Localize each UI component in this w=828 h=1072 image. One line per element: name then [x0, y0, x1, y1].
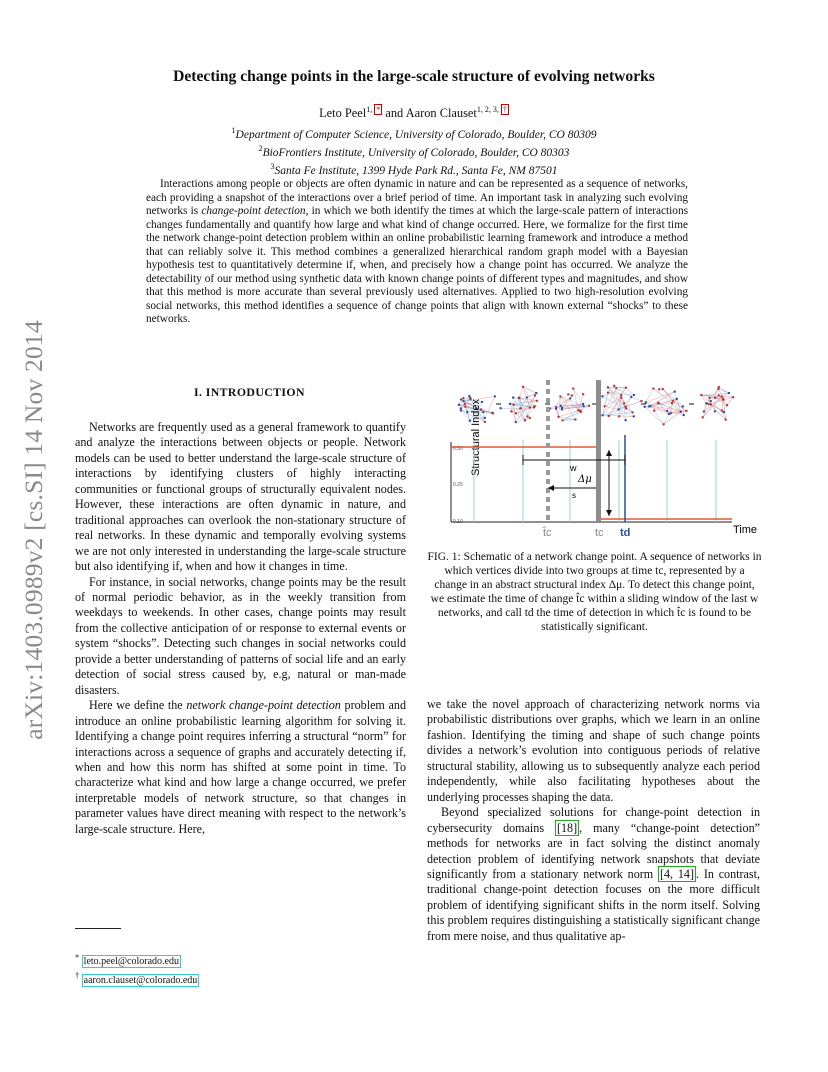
paragraph-1: Networks are frequently used as a general framework to quantify and analyze the interactions between objects or people. Network models can be used to better understand the large-scale structure of interactions by identifying clusters of highly interacting communities or functional groups of structurally equivalent nodes. However, these interactions are often dynamic in nature, and traditional approaches can overlook the non-stationary structure of real networks. In these dynamic and temporally evolving systems we are not only interested in understanding the large-scale structure but also identifying if, when and how it changes in time. [75, 420, 406, 574]
label-s: s [572, 491, 576, 500]
label-tc-hat: t̂c [543, 527, 552, 539]
tick-label-top: 0.50 [453, 446, 463, 452]
tick-label-bottom: 0.10 [453, 519, 463, 525]
email-link-1[interactable]: leto.peel@colorado.edu [83, 956, 179, 968]
affiliation-1: $^1$Department of Computer Science, University of Colorado, Boulder, CO 80309 [231, 126, 597, 141]
author-line [80, 105, 748, 121]
figure-1-schematic [427, 380, 762, 542]
label-tc: tc [595, 527, 604, 539]
email-link-2[interactable]: aaron.clauset@colorado.edu [83, 974, 198, 986]
section-heading-introduction: I. INTRODUCTION [194, 385, 305, 399]
abstract: Interactions among people or objects are often dynamic in nature and can be represented as a sequence of networks, each providing a snapshot of the interactions over a brief period of time. An important task in analyzing such evolving networks is change-point detection, in which we both identify the times at which the large-scale pattern of interactions changes fundamentally and quantify how large and what kind of change occurred. Here, we formalize for the first time the network change-point detection problem within an online probabilistic learning framework and introduce a method that can reliably solve it. This method combines a generalized hierarchical random graph model with a Bayesian hypothesis test to quantitatively determine if, when, and precisely how a change point has occurred. We analyze the detectability of our method using synthetic data with known change points of different types and magnitudes, and show that this method is more accurate than several previously used alternatives. Applied to two high-resolution evolving social networks, this method identifies a sequence of change points that align with known external “shocks” to these networks. [146, 178, 688, 326]
label-w: w [570, 463, 577, 473]
author-1: Leto Peel [319, 106, 367, 121]
author-1-footnote-link[interactable]: * [376, 105, 381, 114]
paragraph-4: we take the novel approach of characterizing network norms via probabilistic distributions over graphs, which we learn in an online fashion. Identifying the timing and shape of such change points divides a network’s evolution into contiguous periods of relative structural stability, allowing us to subsequently analyze each period independently, while also facilitating hypotheses about the underlying processes shaping the data. [427, 697, 760, 804]
footnotes [75, 951, 199, 988]
paragraph-2: For instance, in social networks, change points may be the result of normal periodic behavior, as in the weekly transition from weekdays to weekends. In other cases, change points may result from the collective anticipation of or response to external events or system “shocks”. Detecting such changes in social networks could provide a better understanding of patterns of social life and an early detection of social stress caused by, e.g, natural or man-made disasters. [75, 574, 406, 697]
author-2-footnote-link[interactable]: † [502, 105, 507, 114]
footnote-2: † aaron.clauset@colorado.edu [75, 971, 198, 986]
true-change-bar [596, 380, 601, 522]
y-axis-label: Structural Index [470, 398, 482, 476]
author-2-affil: 1, 2, 3, [476, 105, 501, 114]
paper-title: Detecting change points in the large-scale structure of evolving networks [173, 68, 655, 85]
paragraph-3: Here we define the network change-point detection problem and introduce an online probabilistic learning algorithm for solving it. Identifying a change point requires inferring a structural “norm” for interactions across a sequence of graphs and accurately detecting if, when and how this norm has shifted at some point in time. To characterize what kind and how large a change occurred, we prefer interpretable models of network structure, so that changes in parameter values have direct meaning with respect to the network’s large-scale structure. Here, [75, 698, 406, 836]
author-2: and Aaron Clauset [382, 106, 477, 121]
footnote-rule [75, 928, 121, 929]
citation-4-14[interactable]: [4, 14] [659, 866, 694, 881]
label-delta-mu: Δμ [578, 474, 592, 485]
figure-1-caption: FIG. 1: Schematic of a network change point. A sequence of networks in which vertices divide into two groups at time tc, represented by a change in an abstract structural index Δμ. To detect this change point, we estimate the time of change t̂c within a sliding window of the last w networks, and call td the time of detection in which t̂c is found to be statistically significant. [427, 551, 762, 633]
affiliation-3: $^3$Santa Fe Institute, 1399 Hyde Park Rd., Santa Fe, NM 87501 [270, 162, 558, 178]
affiliations [80, 124, 748, 179]
affiliation-2: $^2$BioFrontiers Institute, University of Colorado, Boulder, CO 80303 [258, 144, 570, 160]
author-1-affil: 1, [366, 105, 375, 114]
label-td: td [620, 527, 631, 539]
arxiv-id-text: arXiv:1403.0989v2 [cs.SI] 14 Nov 2014 [19, 320, 48, 740]
paragraph-5: Beyond specialized solutions for change-point detection in cybersecurity domains [18] , many “change-point detection” methods for networks are in fact solving the distinct anomaly detection problem of identifying network snapshots that deviate significantly from a stationary network norm [4, 14] . In contrast, traditional change-point detection focuses on the more difficult problem of identifying significant shifts in the norm itself. Solving this problem requires distinguishing a statistically significant change from mere noise, and thus qualitative ap- [427, 805, 761, 943]
arxiv-identifier [14, 300, 54, 760]
x-axis-label: Time [733, 524, 758, 536]
left-column [75, 420, 406, 837]
citation-18[interactable]: [18] [556, 820, 578, 835]
snapshot-lines [474, 440, 716, 522]
right-column [427, 697, 760, 944]
tick-label-mid: 0.25 [453, 482, 463, 488]
footnote-1: * leto.peel@colorado.edu [75, 953, 179, 968]
